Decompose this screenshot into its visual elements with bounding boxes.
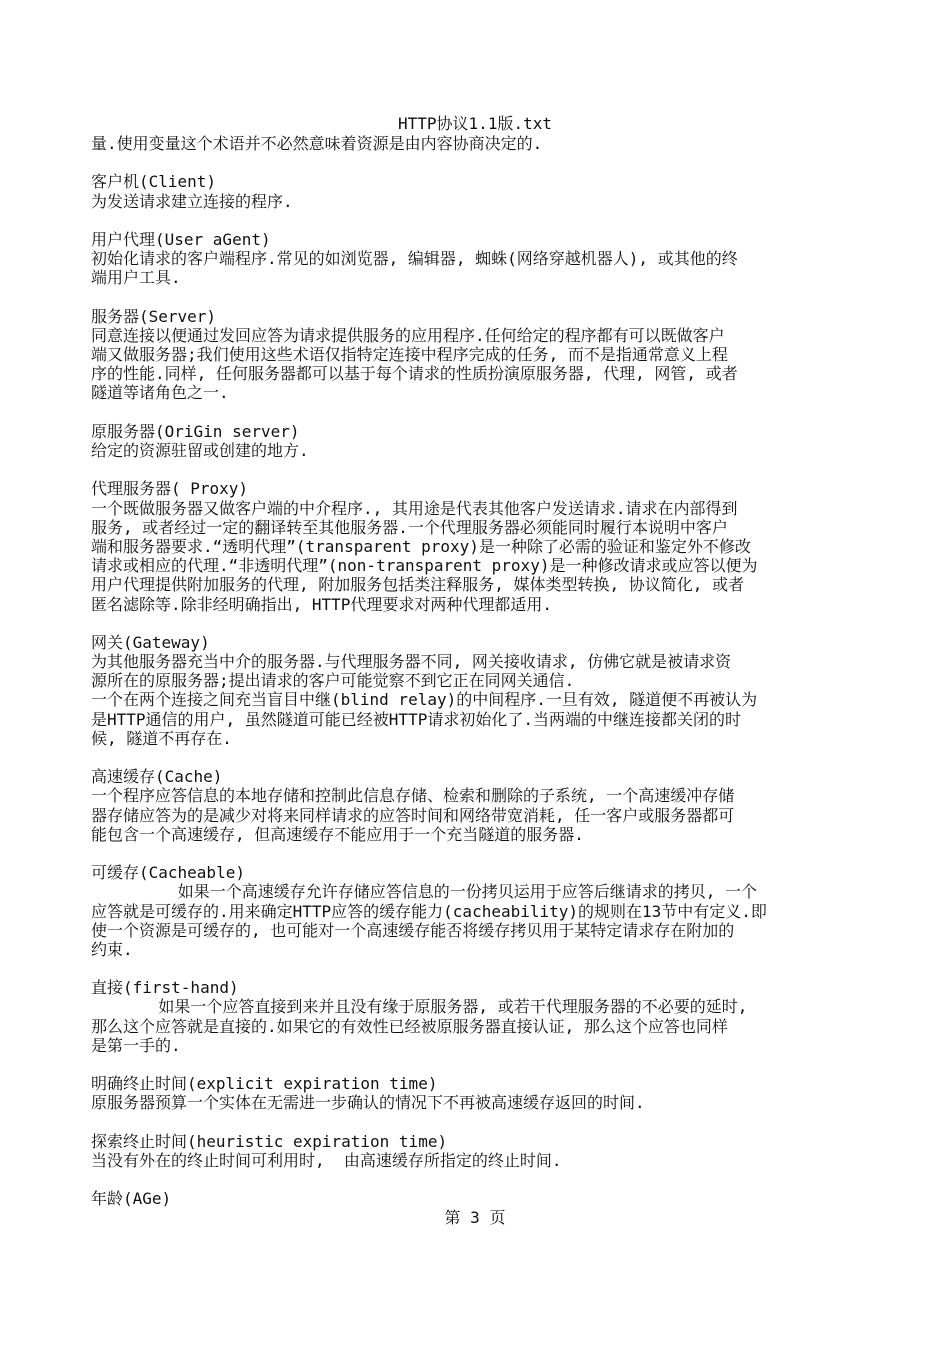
text-line: 端和服务器要求.“透明代理”(transparent proxy)是一种除了必需的验证和鉴定外不修改 <box>91 536 751 556</box>
text-line: 原服务器预算一个实体在无需进一步确认的情况下不再被高速缓存返回的时间. <box>91 1093 645 1113</box>
text-line: 如果一个应答直接到来并且没有缘于原服务器, 或若干代理服务器的不必要的延时, <box>91 997 748 1017</box>
text-line: 端又做服务器;我们使用这些术语仅指特定连接中程序完成的任务, 而不是指通常意义上程 <box>91 345 728 365</box>
blank-line <box>91 844 866 863</box>
text-line: 源所在的原服务器;提出请求的客户可能觉察不到它正在同网关通信. <box>91 671 575 691</box>
text-line: 年龄(AGe) <box>91 1189 172 1209</box>
text-line: 高速缓存(Cache) <box>91 767 223 787</box>
text-line: 候, 隧道不再存在. <box>91 728 232 748</box>
text-line: 能包含一个高速缓存, 但高速缓存不能应用于一个充当隧道的服务器. <box>91 824 584 844</box>
text-line: 使一个资源是可缓存的, 也可能对一个高速缓存能否将缓存拷贝用于某特定请求存在附加的 <box>91 920 735 940</box>
text-line: 是HTTP通信的用户, 虽然隧道可能已经被HTTP请求初始化了.当两端的中继连接都关闭的时 <box>91 709 741 729</box>
blank-line <box>91 211 866 230</box>
blank-line <box>91 460 866 479</box>
text-line: 一个在两个连接之间充当盲目中继(blind relay)的中间程序.一旦有效, 隧道便不再被认为 <box>91 690 758 710</box>
text-line: 探索终止时间(heuristic expiration time) <box>91 1131 448 1151</box>
document-body <box>91 134 866 1209</box>
document-title: HTTP协议1.1版.txt <box>398 114 552 133</box>
text-line: 明确终止时间(explicit expiration time) <box>91 1074 438 1094</box>
text-line: 为发送请求建立连接的程序. <box>91 191 293 211</box>
text-line: 用户代理(User aGent) <box>91 229 271 249</box>
page-number: 第 3 页 <box>444 1208 506 1227</box>
text-line: 代理服务器( Proxy) <box>91 479 249 499</box>
text-line: 为其他服务器充当中介的服务器.与代理服务器不同, 网关接收请求, 仿佛它就是被请求资 <box>91 652 732 672</box>
text-line: 给定的资源驻留或创建的地方. <box>91 441 309 460</box>
text-line: 直接(first-hand) <box>91 978 239 998</box>
blank-line <box>91 748 866 767</box>
blank-line <box>91 153 866 172</box>
blank-line <box>91 614 866 633</box>
text-line: 匿名滤除等.除非经明确指出, HTTP代理要求对两种代理都适用. <box>91 594 553 614</box>
text-line: 一个程序应答信息的本地存储和控制此信息存储、检索和删除的子系统, 一个高速缓冲存储 <box>91 786 735 806</box>
text-line: 量.使用变量这个术语并不必然意味着资源是由内容协商决定的. <box>91 134 543 153</box>
text-line: 端用户工具. <box>91 268 181 288</box>
text-line: 可缓存(Cacheable) <box>91 863 245 883</box>
blank-line <box>91 1055 866 1074</box>
text-line: 用户代理提供附加服务的代理, 附加服务包括类注释服务, 媒体类型转换, 协议简化, 或者 <box>91 575 745 595</box>
text-line: 客户机(Client) <box>91 172 217 192</box>
text-line: 同意连接以便通过发回应答为请求提供服务的应用程序.任何给定的程序都有可以既做客户 <box>91 325 725 345</box>
text-line: 是第一手的. <box>91 1035 181 1055</box>
blank-line <box>91 403 866 422</box>
blank-line <box>91 1170 866 1189</box>
text-line: 器存储应答为的是减少对将来同样请求的应答时间和网络带宽消耗, 任一客户或服务器都可 <box>91 805 735 825</box>
text-line: 网关(Gateway) <box>91 632 210 652</box>
text-line: 如果一个高速缓存允许存储应答信息的一份拷贝运用于应答后继请求的拷贝, 一个 <box>91 882 757 902</box>
text-line: 隧道等诸角色之一. <box>91 383 229 403</box>
text-line: 应答就是可缓存的.用来确定HTTP应答的缓存能力(cacheability)的规则在13节中有定义.即 <box>91 901 767 921</box>
text-line: 当没有外在的终止时间可利用时, 由高速缓存所指定的终止时间. <box>91 1150 562 1170</box>
text-line: 服务器(Server) <box>91 306 217 326</box>
text-line: 初始化请求的客户端程序.常见的如浏览器, 编辑器, 蜘蛛(网络穿越机器人), 或其他的终 <box>91 249 738 269</box>
text-line: 服务, 或者经过一定的翻译转至其他服务器.一个代理服务器必须能同时履行本说明中客户 <box>91 517 728 537</box>
text-line: 约束. <box>91 939 133 959</box>
blank-line <box>91 959 866 978</box>
text-line: 一个既做服务器又做客户端的中介程序., 其用途是代表其他客户发送请求.请求在内部得到 <box>91 498 738 518</box>
text-line: 序的性能.同样, 任何服务器都可以基于每个请求的性质扮演原服务器, 代理, 网管, 或者 <box>91 364 738 384</box>
blank-line <box>91 1113 866 1132</box>
text-line: 原服务器(OriGin server) <box>91 421 300 441</box>
text-line: 那么这个应答就是直接的.如果它的有效性已经被原服务器直接认证, 那么这个应答也同样 <box>91 1016 728 1036</box>
blank-line <box>91 288 866 307</box>
text-line: 请求或相应的代理.“非透明代理”(non-transparent proxy)是一种修改请求或应答以便为 <box>91 556 758 576</box>
